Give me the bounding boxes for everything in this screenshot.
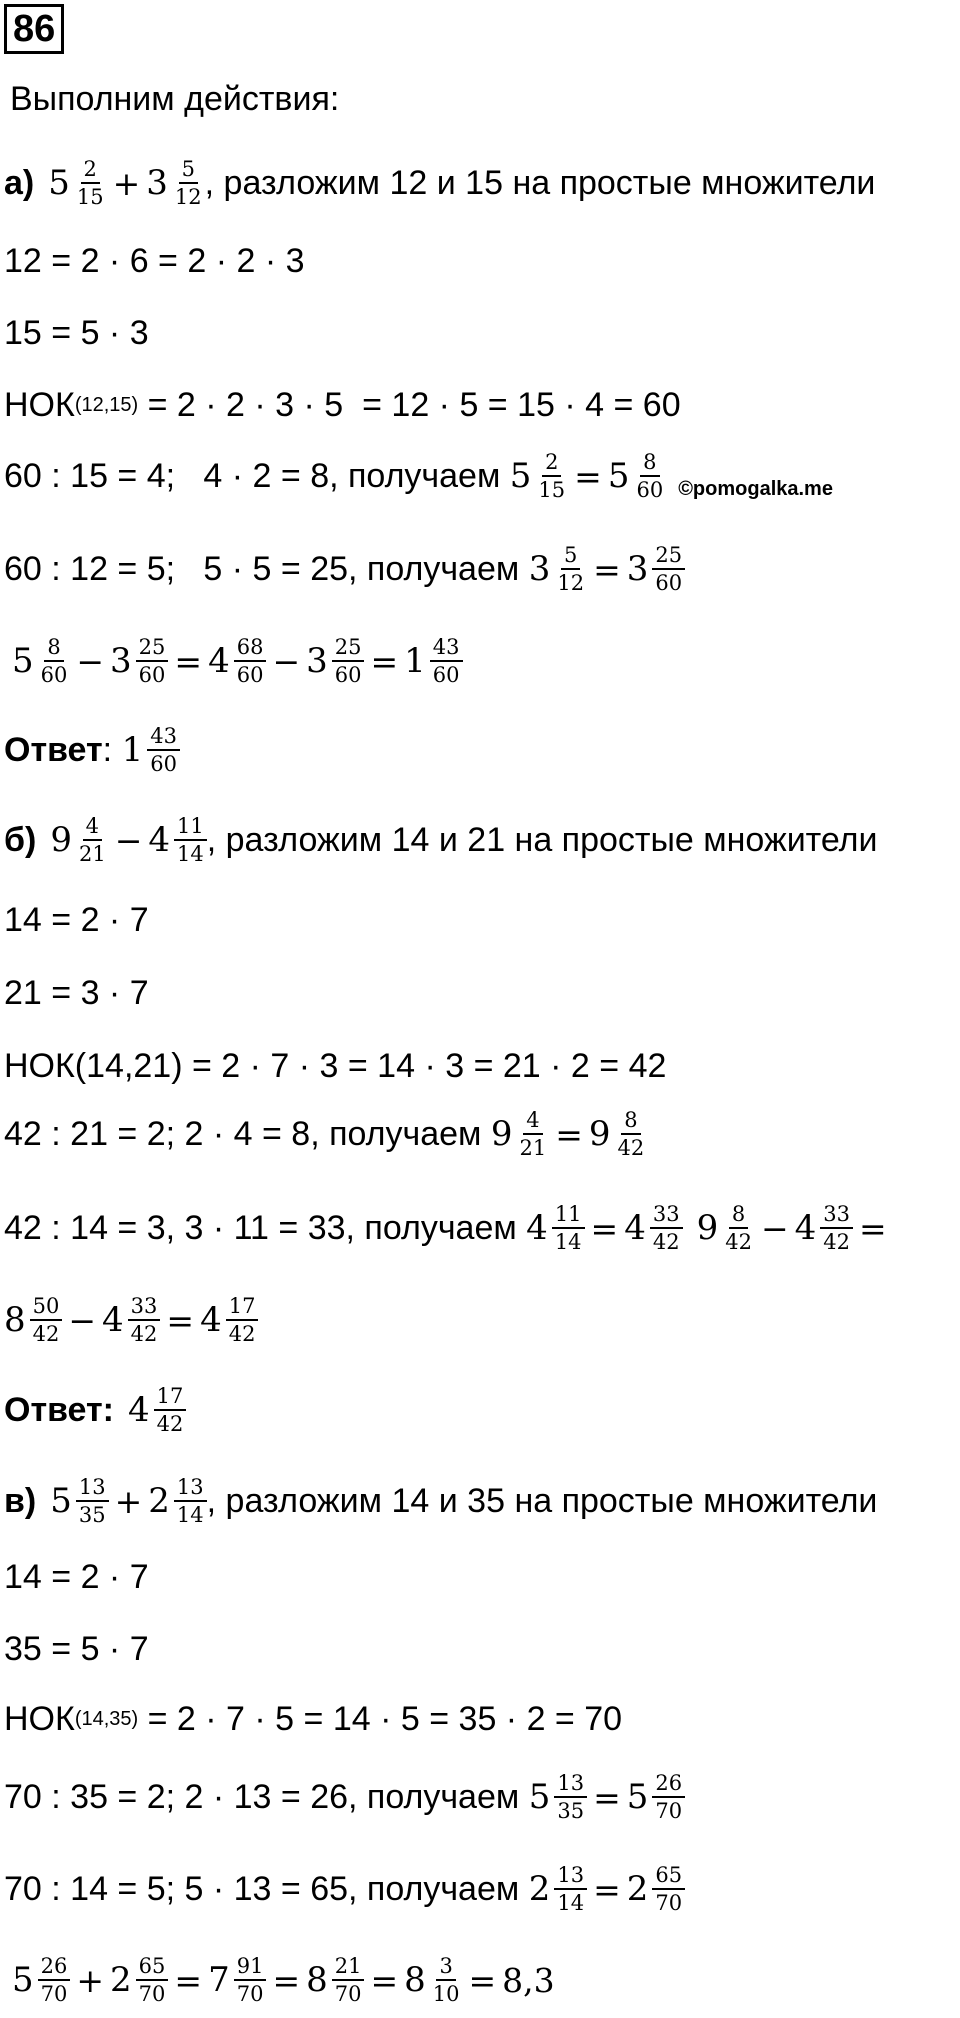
part-b-description: , разложим 14 и 21 на простые множители — [206, 821, 878, 860]
part-a-factor-2: 15 = 5 · 3 — [4, 314, 149, 352]
mixed-number: 8 $\frac{50}{42}$ — [4, 1295, 62, 1345]
mixed-number: 4 $\frac{11}{14}$ — [148, 815, 206, 865]
operator: + — [76, 1960, 105, 2000]
operator: = — [370, 641, 399, 681]
mixed-number: 4 $\frac{33}{42}$ — [102, 1295, 160, 1345]
mixed-number: 4 $\frac{17}{42}$ — [128, 1385, 186, 1435]
mixed-number: 2 $\frac{13}{14}$ — [529, 1864, 587, 1914]
part-c-label: в) — [4, 1482, 37, 1521]
mixed-number: 3 $\frac{25}{60}$ — [110, 636, 168, 686]
mixed-number: 9 $\frac{8}{42}$ — [588, 1108, 645, 1161]
intro-text: Выполним действия: — [10, 80, 340, 118]
mixed-number: 3 $\frac{5}{12}$ — [528, 543, 585, 596]
mixed-number: 4 $\frac{17}{42}$ — [200, 1295, 258, 1345]
operator: = — [370, 1960, 399, 2000]
part-c-heading: в) 5 $\frac{13}{35}$ + 2 $\frac{13}{14}$ , разложим 14 и 35 на простые множители — [4, 1475, 878, 1528]
mixed-number: 4 $\frac{68}{60}$ — [208, 636, 266, 686]
part-a-factor-1: 12 = 2 · 6 = 2 · 2 · 3 — [4, 242, 305, 280]
part-c-conversion-1: 70 : 35 = 2; 2 · 13 = 26, получаем 5 $\frac{13}{35}$ = 5 $\frac{26}{70}$ — [4, 1772, 685, 1822]
operator: = — [174, 641, 203, 681]
operator: = — [468, 1960, 497, 2000]
part-b-label: б) — [4, 821, 37, 860]
part-c-lcm: НОК (14,35) = 2 · 7 · 5 = 14 · 5 = 35 · 2 = 70 — [4, 1700, 623, 1738]
part-b-factor-2: 21 = 3 · 7 — [4, 974, 149, 1012]
part-a-lcm: НОК (12,15) = 2 · 2 · 3 · 5 = 12 · 5 = 15 · 4 = 60 — [4, 386, 681, 424]
operator: − — [272, 641, 301, 681]
mixed-number: 8 $\frac{21}{70}$ — [306, 1955, 364, 2005]
part-c-factor-2: 35 = 5 · 7 — [4, 1630, 149, 1668]
part-c-factor-1: 14 = 2 · 7 — [4, 1558, 149, 1596]
part-b-heading: б) 9 $\frac{4}{21}$ − 4 $\frac{11}{14}$ , разложим 14 и 21 на простые множители — [4, 814, 878, 867]
answer-label: Ответ: — [4, 1391, 114, 1430]
mixed-number: 1 $\frac{43}{60}$ — [404, 636, 462, 686]
mixed-number: 2 $\frac{65}{70}$ — [627, 1864, 685, 1914]
mixed-number: 4 $\frac{33}{42}$ — [624, 1203, 682, 1253]
mixed-number: 9 $\frac{8}{42}$ — [696, 1202, 752, 1255]
watermark: ©pomogalka.me — [678, 478, 833, 501]
mixed-number: 7 $\frac{91}{70}$ — [208, 1955, 266, 2005]
mixed-number: 2 $\frac{13}{14}$ — [148, 1476, 206, 1526]
mixed-number: 5 $\frac{13}{35}$ — [529, 1772, 587, 1822]
mixed-number: 1 $\frac{43}{60}$ — [122, 725, 180, 775]
mixed-number: 2 $\frac{65}{70}$ — [110, 1955, 168, 2005]
mixed-number: 5 $\frac{2}{15}$ — [48, 157, 104, 210]
part-b-answer — [4, 1385, 186, 1435]
operator: = — [272, 1960, 301, 2000]
mixed-number: 3 $\frac{25}{60}$ — [306, 636, 364, 686]
mixed-number: 5 $\frac{8}{60}$ — [12, 635, 68, 688]
mixed-number: 3 $\frac{25}{60}$ — [627, 544, 685, 594]
part-a-calculation — [12, 636, 463, 686]
mixed-number: 4 $\frac{11}{14}$ — [526, 1203, 584, 1253]
decimal-result: 8,3 — [502, 1960, 555, 2000]
mixed-number: 9 $\frac{4}{21}$ — [50, 814, 106, 867]
mixed-number: 5 $\frac{2}{15}$ — [509, 450, 566, 503]
mixed-number: 5 $\frac{13}{35}$ — [50, 1476, 108, 1526]
mixed-number: 3 $\frac{5}{12}$ — [146, 157, 202, 210]
part-a-answer: Ответ : 1 $\frac{43}{60}$ — [4, 725, 180, 775]
mixed-number: 5 $\frac{8}{60}$ — [607, 450, 664, 503]
mixed-number: 5 $\frac{26}{70}$ — [627, 1772, 685, 1822]
part-b-conversion-2: 42 : 14 = 3, 3 · 11 = 33, получаем 4 $\frac{11}{14}$ = 4 $\frac{33}{42}$ 9 $\frac{8}{42}$ − 4 $\frac{33}{42}$ = — [4, 1203, 893, 1253]
part-c-calculation — [12, 1955, 555, 2005]
part-c-description: , разложим 14 и 35 на простые множители — [206, 1482, 878, 1521]
part-a-heading: а) 5 $\frac{2}{15}$ + 3 $\frac{5}{12}$ , разложим 12 и 15 на простые множители — [4, 157, 876, 210]
part-b-conversion-1: 42 : 21 = 2; 2 · 4 = 8, получаем 9 $\frac{4}{21}$ = 9 $\frac{8}{42}$ — [4, 1109, 647, 1159]
operator: = — [166, 1300, 195, 1340]
answer-label: Ответ — [4, 731, 103, 770]
part-a-label: а) — [4, 164, 35, 203]
part-a-conversion-2: 60 : 12 = 5; 5 · 5 = 25, получаем 3 $\frac{5}{12}$ = 3 $\frac{25}{60}$ — [4, 544, 685, 594]
part-b-lcm: НОК(14,21) = 2 · 7 · 3 = 14 · 3 = 21 · 2 = 42 — [4, 1047, 667, 1085]
mixed-number: 9 $\frac{4}{21}$ — [490, 1108, 547, 1161]
part-b-calculation-end — [4, 1295, 258, 1345]
operator: − — [76, 641, 105, 681]
operator: = — [174, 1960, 203, 2000]
part-b-factor-1: 14 = 2 · 7 — [4, 901, 149, 939]
operator: − — [760, 1208, 789, 1248]
part-a-conversion-1: 60 : 15 = 4; 4 · 2 = 8, получаем 5 $\frac{2}{15}$ = 5 $\frac{8}{60}$ ©pomogalka.me — [4, 450, 833, 503]
mixed-number: 5 $\frac{26}{70}$ — [12, 1955, 70, 2005]
mixed-number: 8 $\frac{3}{10}$ — [404, 1954, 460, 2007]
part-b-calculation-start — [697, 1203, 893, 1253]
operator: − — [68, 1300, 97, 1340]
part-c-conversion-2: 70 : 14 = 5; 5 · 13 = 65, получаем 2 $\frac{13}{14}$ = 2 $\frac{65}{70}$ — [4, 1864, 685, 1914]
operator: = — [858, 1208, 887, 1248]
mixed-number: 4 $\frac{33}{42}$ — [795, 1203, 853, 1253]
part-a-description: , разложим 12 и 15 на простые множители — [204, 164, 876, 203]
task-number: 86 — [4, 4, 64, 54]
